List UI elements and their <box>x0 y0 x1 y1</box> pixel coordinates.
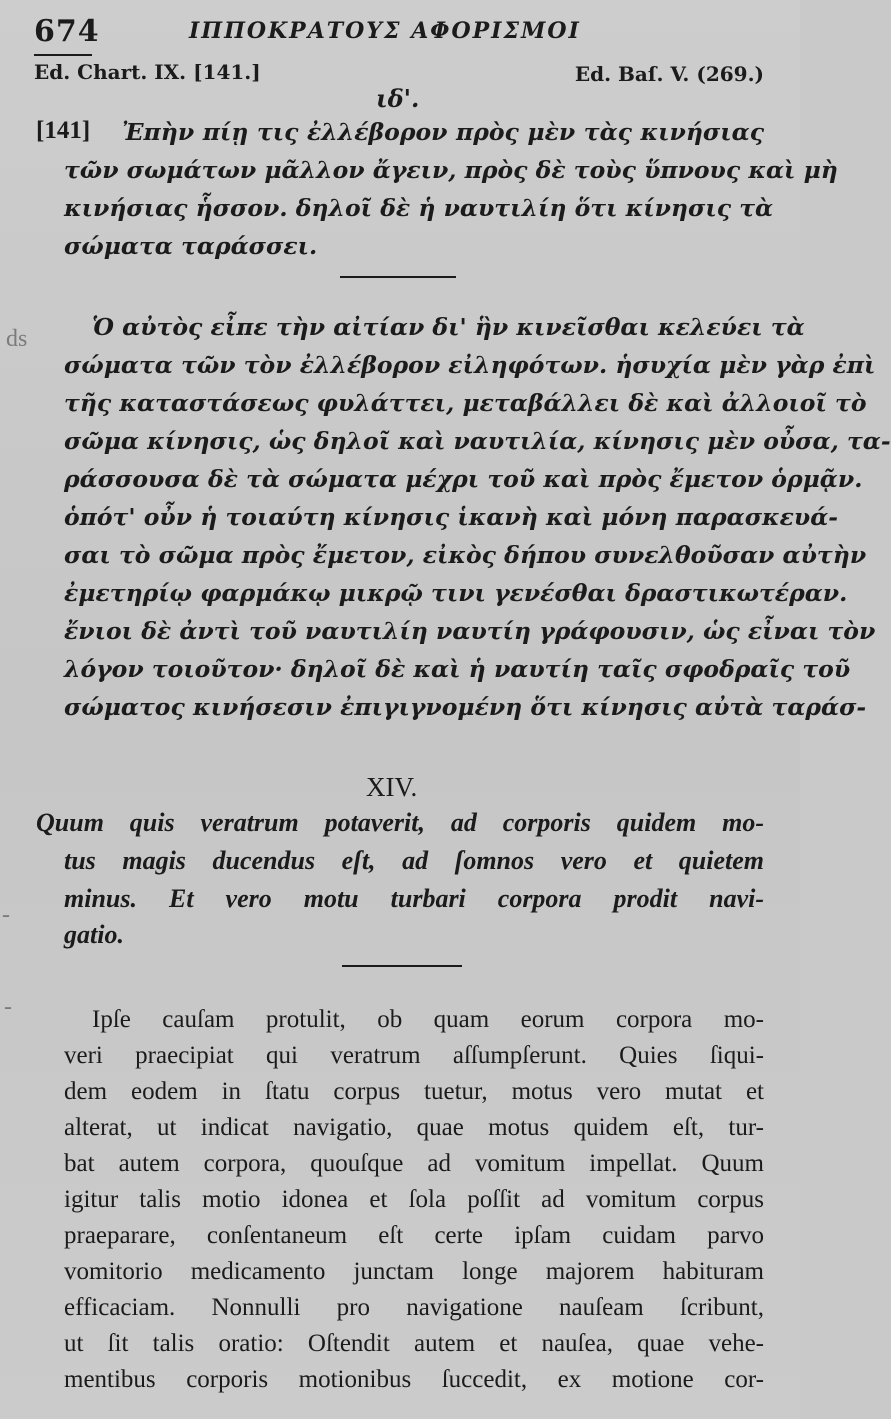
page-number: 674 <box>34 14 100 49</box>
text-line: σώματος κινήσεσιν ἐπιγιγνομένη ὅτι κίνησις αὐτὰ ταράσ- <box>64 693 867 721</box>
text-line: σώματα τῶν τὸν ἐλλέβορον εἰληφότων. ἡσυχία μὲν γὰρ ἐπὶ <box>64 351 876 379</box>
text-line: efficaciam. Nonnulli pro navigatione nauſeam ſcribunt, <box>64 1294 764 1321</box>
text-line: κινήσιας ἧσσον. δηλοῖ δὲ ἡ ναυτιλίη ὅτι κίνησις τὰ <box>64 194 774 222</box>
text-line: σώματα ταράσσει. <box>64 232 318 260</box>
text-line: veri praecipiat qui veratrum aſſumpſerunt. Quies ſiqui- <box>64 1042 764 1069</box>
text-line: Ipſe cauſam protulit, ob quam eorum corpora mo- <box>92 1006 764 1033</box>
text-line: vomitorio medicamento junctam longe majorem habituram <box>64 1258 764 1285</box>
paragraph-marker: [141] <box>36 117 91 144</box>
text-line: minus. Et vero motu turbari corpora prodit navi- <box>64 884 764 913</box>
text-line: dem eodem in ſtatu corpus tuetur, motus vero mutat et <box>64 1078 764 1105</box>
text-line: τῶν σωμάτων μᾶλλον ἄγειν, πρὸς δὲ τοὺς ὕπνους καὶ μὴ <box>64 156 838 184</box>
page-header <box>34 14 770 54</box>
section-divider <box>342 965 462 967</box>
text-line: ὁπότ' οὖν ἡ τοιαύτη κίνησις ἱκανὴ καὶ μόνη παρασκευά- <box>64 503 839 531</box>
text-line: Ὁ αὐτὸς εἶπε τὴν αἰτίαν δι' ἣν κινεῖσθαι κελεύει τὰ <box>92 313 805 341</box>
text-line <box>36 116 90 145</box>
text-line: ut ſit talis oratio: Oſtendit autem et nauſea, quae vehe- <box>64 1330 764 1357</box>
bleed-through-mark: ds <box>6 326 28 352</box>
text-line: λόγον τοιοῦτον· δηλοῖ δὲ καὶ ἡ ναυτίη ταῖς σφοδραῖς τοῦ <box>64 655 851 683</box>
text-line: τῆς καταστάσεως φυλάττει, μεταβάλλει δὲ καὶ ἀλλοιοῖ τὸ <box>64 389 867 417</box>
aphorism-number-greek: ιδ'. <box>376 84 420 113</box>
text-line: mentibus corporis motionibus ſuccedit, ex motione cor- <box>64 1366 764 1393</box>
text-line: gatio. <box>64 920 124 949</box>
edition-reference-left: Ed. Chart. IX. [141.] <box>34 60 261 84</box>
text-line: igitur talis motio idonea et ſola poſſit ad vomitum corpus <box>64 1186 764 1213</box>
text-line: praeparare, conſentaneum eſt certe ipſam cuidam parvo <box>64 1222 764 1249</box>
text-line: ράσσουσα δὲ τὰ σώματα μέχρι τοῦ καὶ πρὸς ἔμετον ὁρμᾷν. <box>64 465 863 493</box>
edition-reference-right: Ed. Baſ. V. (269.) <box>574 62 764 86</box>
bleed-through-mark: - <box>2 902 10 928</box>
text-line: tus magis ducendus eſt, ad ſomnos vero et quietem <box>64 846 764 875</box>
text-line: ἔνιοι δὲ ἀντὶ τοῦ ναυτιλίη ναυτίη γράφουσιν, ὡς εἶναι τὸν <box>64 617 876 645</box>
text-line: σῶμα κίνησις, ὡς δηλοῖ καὶ ναυτιλία, κίνησις μὲν οὖσα, τα- <box>64 427 891 455</box>
text-line: Quum quis veratrum potaverit, ad corporis quidem mo- <box>36 808 764 837</box>
text-line: σαι τὸ σῶμα πρὸς ἔμετον, εἰκὸς δήπου συνελθοῦσαν αὐτὴν <box>64 541 867 569</box>
page-number-underline <box>34 54 92 56</box>
bleed-through-mark: - <box>4 994 12 1020</box>
text-line: Ἐπὴν πίῃ τις ἐλλέβορον πρὸς μὲν τὰς κινήσιας <box>122 118 764 146</box>
running-title: ΙΠΠΟΚΡΑΤΟΥΣ ΑΦΟΡΙΣΜΟΙ <box>189 18 581 44</box>
text-line: alterat, ut indicat navigatio, quae motus quidem eſt, tur- <box>64 1114 764 1141</box>
aphorism-number-latin: XIV. <box>366 772 418 802</box>
text-line: bat autem corpora, quouſque ad vomitum impellat. Quum <box>64 1150 764 1177</box>
text-line: ἐμετηρίῳ φαρμάκῳ μικρῷ τινι γενέσθαι δραστικωτέραν. <box>64 579 848 607</box>
section-divider <box>340 276 456 278</box>
